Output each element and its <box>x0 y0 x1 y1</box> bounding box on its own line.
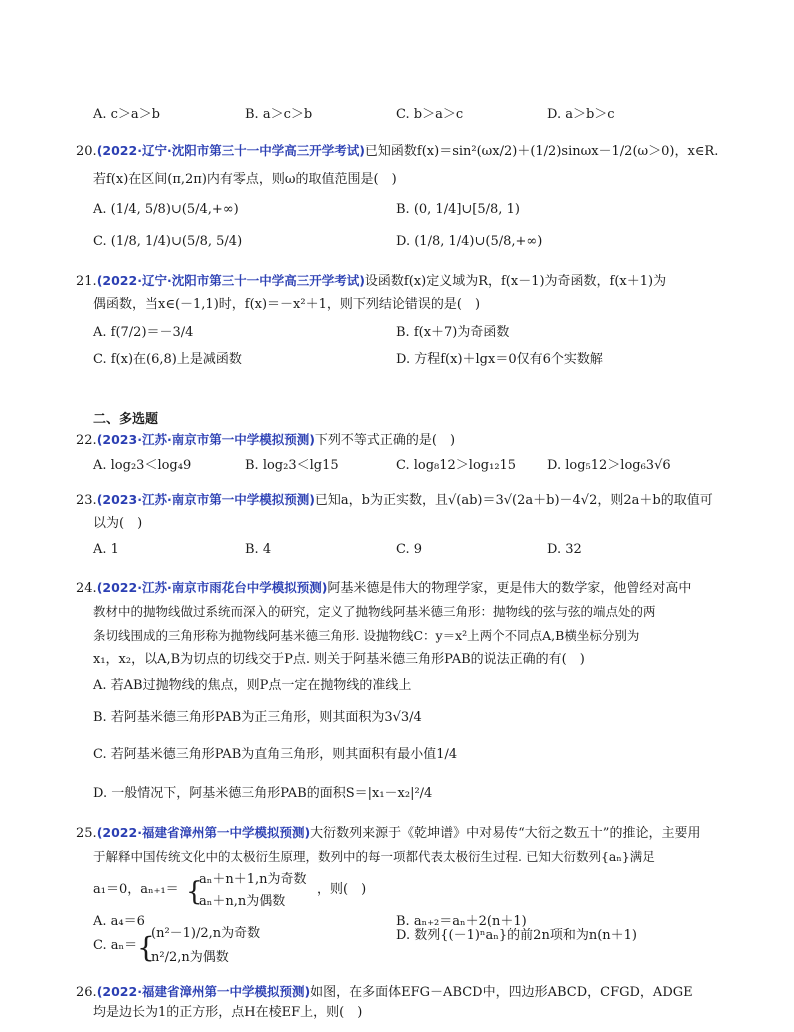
question-22-line1 <box>76 430 455 451</box>
question-number: 26. <box>76 985 97 1000</box>
q24-option-d: D. 一般情况下，阿基米德三角形PAB的面积S＝|x₁－x₂|²/4 <box>93 786 433 801</box>
option-a: A. c＞a＞b <box>93 107 161 122</box>
question-number: 21. <box>76 274 97 289</box>
question-25-line2: 于解释中国传统文化中的太极衍生原理，数列中的每一项都代表太极衍生过程. 已知大衍数列{aₙ}满足 <box>93 849 655 864</box>
question-24-line1 <box>76 578 691 599</box>
question-25-line1 <box>76 823 700 844</box>
recurrence-case-odd: aₙ＋n＋1,n为奇数 <box>199 872 307 887</box>
q25-option-c-prefix: C. aₙ＝ <box>93 938 138 953</box>
question-26-line2: 均是边长为1的正方形，点H在棱EF上，则( ) <box>93 1005 363 1020</box>
q21-option-a: A. f(7/2)＝－3/4 <box>93 325 194 340</box>
question-source: (2022·福建省漳州第一中学模拟预测) <box>96 825 311 840</box>
q23-option-d: D. 32 <box>547 542 582 557</box>
brace-icon: { <box>186 877 203 907</box>
brace-icon: { <box>137 931 155 964</box>
question-23-line1 <box>76 490 713 511</box>
question-23-line2: 以为( ) <box>93 516 143 531</box>
q23-option-c: C. 9 <box>396 542 423 557</box>
question-26-line1 <box>76 982 693 1003</box>
question-text: 下列不等式正确的是( ) <box>314 433 456 448</box>
q23-option-b: B. 4 <box>245 542 272 557</box>
option-d: D. a＞b＞c <box>547 107 615 122</box>
question-source: (2022·辽宁·沈阳市第三十一中学高三开学考试) <box>96 273 365 288</box>
q22-option-d: D. log₅12＞log₆3√6 <box>547 458 671 473</box>
q20-option-c: C. (1/8, 1/4)∪(5/8, 5/4) <box>93 234 243 249</box>
q24-option-b: B. 若阿基米德三角形PAB为正三角形，则其面积为3√3/4 <box>93 710 422 725</box>
question-24-line3: 条切线围成的三角形称为抛物线阿基米德三角形. 设抛物线C：y＝x²上两个不同点A,B横坐标分别为 <box>93 628 640 643</box>
question-24-line4: x₁，x₂，以A,B为切点的切线交于P点. 则关于阿基米德三角形PAB的说法正确的有( ) <box>93 652 585 667</box>
option-b: B. a＞c＞b <box>245 107 313 122</box>
q25-option-d: D. 数列{(－1)ⁿaₙ}的前2n项和为n(n＋1) <box>396 928 637 943</box>
q24-option-a: A. 若AB过抛物线的焦点，则P点一定在抛物线的准线上 <box>93 678 412 693</box>
question-number: 24. <box>76 581 97 596</box>
question-number: 25. <box>76 826 97 841</box>
recurrence-case-even: aₙ＋n,n为偶数 <box>199 894 286 909</box>
question-source: (2022·江苏·南京市雨花台中学模拟预测) <box>96 580 328 595</box>
q22-option-a: A. log₂3＜log₄9 <box>93 458 192 473</box>
question-source: (2023·江苏·南京市第一中学模拟预测) <box>96 432 315 447</box>
question-21-line2: 偶函数，当x∈(－1,1)时，f(x)＝－x²＋1，则下列结论错误的是( ) <box>93 297 481 312</box>
question-text: 大衍数列来源于《乾坤谱》中对易传“大衍之数五十”的推论，主要用 <box>310 826 701 841</box>
question-number: 22. <box>76 433 97 448</box>
section-heading: 二、多选题 <box>93 412 159 427</box>
question-number: 20. <box>76 144 97 159</box>
q25-option-a: A. a₄＝6 <box>93 914 145 929</box>
option-c: C. b＞a＞c <box>396 107 464 122</box>
q25-option-c-case-even: n²/2,n为偶数 <box>151 950 229 965</box>
q25-option-c-case-odd: (n²－1)/2,n为奇数 <box>151 926 261 941</box>
q22-option-b: B. log₂3＜lg15 <box>245 458 339 473</box>
question-source: (2022·辽宁·沈阳市第三十一中学高三开学考试) <box>96 143 365 158</box>
q21-option-d: D. 方程f(x)＋lgx＝0仅有6个实数解 <box>396 352 603 367</box>
question-source: (2023·江苏·南京市第一中学模拟预测) <box>96 492 315 507</box>
q20-option-d: D. (1/8, 1/4)∪(5/8,+∞) <box>396 234 543 249</box>
question-text: 设函数f(x)定义域为R，f(x－1)为奇函数，f(x＋1)为 <box>364 274 667 289</box>
question-text: 已知函数f(x)＝sin²(ωx/2)＋(1/2)sinωx－1/2(ω＞0)，x∈R. <box>364 144 719 159</box>
q22-option-c: C. log₈12＞log₁₂15 <box>396 458 517 473</box>
question-source: (2022·福建省漳州第一中学模拟预测) <box>96 984 311 999</box>
question-number: 23. <box>76 493 97 508</box>
question-text: 阿基米德是伟大的物理学家，更是伟大的数学家，他曾经对高中 <box>327 581 692 596</box>
q21-option-c: C. f(x)在(6,8)上是减函数 <box>93 352 242 367</box>
recurrence-prefix: a₁＝0，aₙ₊₁＝ <box>93 882 179 897</box>
q25-option-c <box>93 926 393 988</box>
question-20-line1 <box>76 141 718 162</box>
question-24-line2: 教材中的抛物线做过系统而深入的研究，定义了抛物线阿基米德三角形：抛物线的弦与弦的端点处的两 <box>93 604 656 619</box>
q23-option-a: A. 1 <box>93 542 119 557</box>
question-20-line2: 若f(x)在区间(π,2π)内有零点，则ω的取值范围是( ) <box>93 172 397 187</box>
q21-option-b: B. f(x＋7)为奇函数 <box>396 325 510 340</box>
q24-option-c: C. 若阿基米德三角形PAB为直角三角形，则其面积有最小值1/4 <box>93 747 458 762</box>
q25-option-b: B. aₙ₊₂＝aₙ＋2(n＋1) <box>396 914 527 929</box>
question-text: 如图，在多面体EFG－ABCD中，四边形ABCD，CFGD，ADGE <box>310 985 693 1000</box>
question-21-line1 <box>76 271 666 292</box>
question-text: 已知a，b为正实数，且√(ab)＝3√(2a＋b)－4√2，则2a＋b的取值可 <box>314 493 713 508</box>
q20-option-b: B. (0, 1/4]∪[5/8, 1) <box>396 202 520 217</box>
q20-option-a: A. (1/4, 5/8)∪(5/4,+∞) <box>93 202 239 217</box>
recurrence-suffix: ，则( ) <box>317 882 367 897</box>
